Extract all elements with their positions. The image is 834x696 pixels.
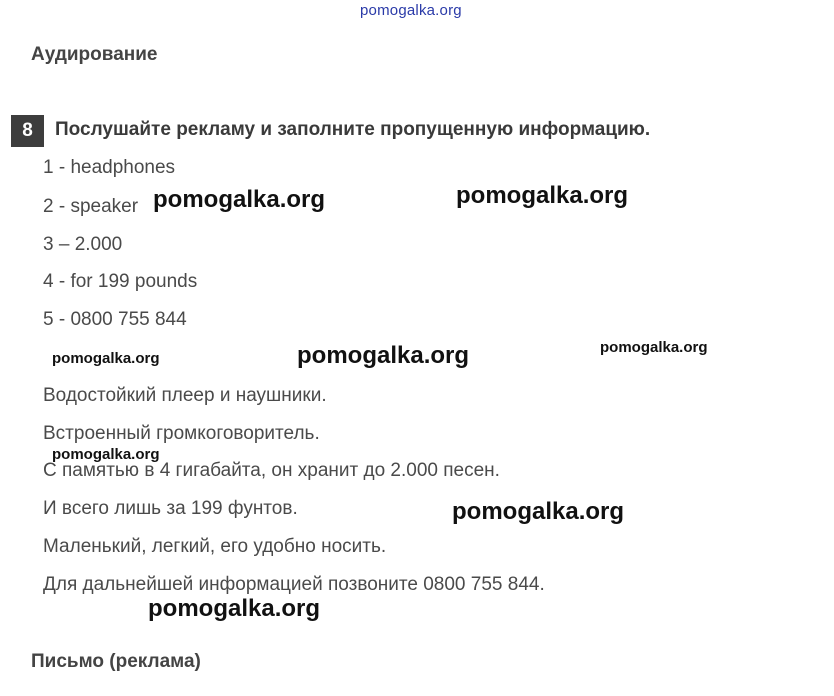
translation-line: Водостойкий плеер и наушники.	[43, 385, 327, 406]
translation-line: И всего лишь за 199 фунтов.	[43, 498, 298, 519]
answer-item: 1 - headphones	[43, 157, 176, 178]
translation-line: Встроенный громкоговоритель.	[43, 423, 320, 444]
watermark: pomogalka.org	[297, 342, 470, 369]
task-number-badge: 8	[11, 115, 44, 147]
watermark: pomogalka.org	[600, 339, 708, 356]
watermark: pomogalka.org	[52, 446, 160, 463]
answer-item: 2 - speaker	[43, 196, 139, 217]
answer-item: 3 – 2.000	[43, 234, 123, 255]
translation-line: Маленький, легкий, его удобно носить.	[43, 536, 387, 557]
watermark: pomogalka.org	[153, 186, 326, 213]
section-title-listening: Аудирование	[31, 44, 158, 65]
task-instruction: Послушайте рекламу и заполните пропущенную информацию.	[55, 119, 651, 140]
answer-item: 5 - 0800 755 844	[43, 309, 187, 330]
translation-line: С памятью в 4 гигабайта, он хранит до 2.000 песен.	[43, 460, 500, 481]
section-title-writing: Письмо (реклама)	[31, 651, 201, 672]
watermark: pomogalka.org	[52, 350, 160, 367]
watermark: pomogalka.org	[148, 595, 321, 622]
watermark: pomogalka.org	[452, 498, 625, 525]
header-watermark: pomogalka.org	[360, 2, 462, 19]
watermark: pomogalka.org	[456, 182, 629, 209]
translation-line: Для дальнейшей информацией позвоните 0800 755 844.	[43, 574, 545, 595]
answer-item: 4 - for 199 pounds	[43, 271, 198, 292]
